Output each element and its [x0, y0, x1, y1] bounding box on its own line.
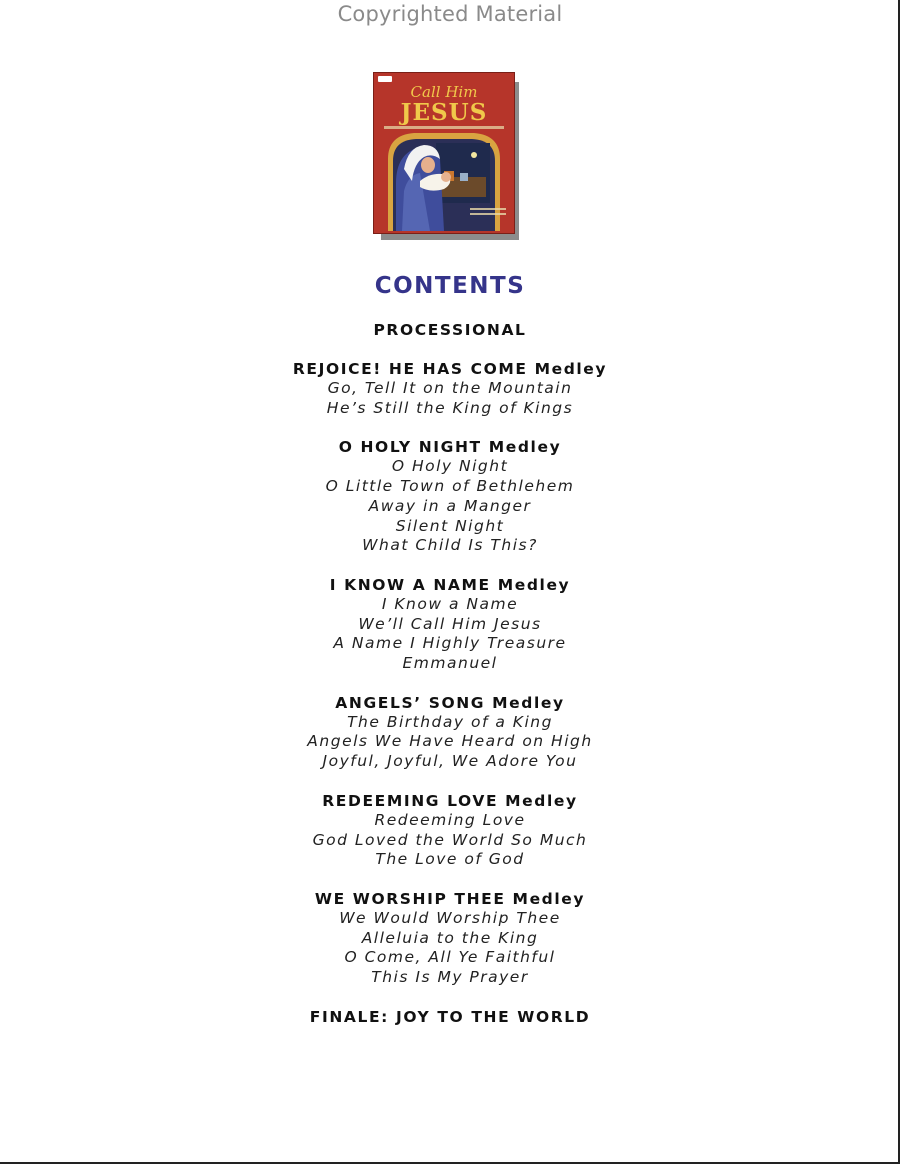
contents-section	[0, 437, 900, 556]
contents-section	[0, 1007, 900, 1027]
contents-list	[0, 270, 900, 1027]
song-title: Redeeming Love	[374, 810, 526, 829]
song-title: Emmanuel	[402, 654, 498, 673]
song-title: A Name I Highly Treasure	[333, 634, 567, 653]
contents-section	[0, 791, 900, 870]
song-title: The Love of God	[375, 850, 525, 869]
contents-section	[0, 693, 900, 772]
song-title: O Come, All Ye Faithful	[344, 948, 556, 967]
song-title: O Little Town of Bethlehem	[325, 477, 575, 496]
section-title: PROCESSIONAL	[373, 321, 527, 339]
cover-credit-text	[470, 208, 506, 210]
song-title: He’s Still the King of Kings	[326, 398, 574, 417]
section-title: WE WORSHIP THEE Medley	[314, 889, 586, 908]
song-title: Away in a Manger	[368, 496, 532, 515]
cover-title-line2: JESUS	[400, 99, 488, 126]
song-title: We’ll Call Him Jesus	[358, 614, 542, 633]
song-title: We Would Worship Thee	[339, 908, 561, 927]
contents-heading: CONTENTS	[374, 273, 526, 299]
song-title: Go, Tell It on the Mountain	[327, 379, 573, 397]
book-cover	[373, 72, 515, 234]
section-title: REDEEMING LOVE Medley	[322, 791, 578, 810]
song-title: What Child Is This?	[362, 536, 538, 555]
contents-section	[0, 575, 900, 674]
song-title: This Is My Prayer	[371, 968, 529, 987]
cover-subtitle-text	[384, 126, 504, 129]
contents-section	[0, 889, 900, 988]
song-title: Angels We Have Heard on High	[307, 732, 593, 751]
copyright-watermark: Copyrighted Material	[337, 2, 563, 26]
section-title: FINALE: JOY TO THE WORLD	[309, 1007, 591, 1026]
section-title: O HOLY NIGHT Medley	[338, 438, 562, 457]
contents-section	[0, 320, 900, 340]
cover-title	[374, 85, 514, 124]
song-title: God Loved the World So Much	[312, 830, 588, 849]
contents-section	[0, 359, 900, 418]
song-title: Silent Night	[395, 516, 505, 535]
song-title: Alleluia to the King	[361, 928, 539, 947]
book-cover-image	[373, 72, 521, 242]
cover-title-line1: Call Him	[410, 83, 478, 101]
song-title: Joyful, Joyful, We Adore You	[322, 752, 578, 771]
song-title: I Know a Name	[381, 594, 519, 613]
section-title: I KNOW A NAME Medley	[329, 575, 571, 594]
song-title: The Birthday of a King	[347, 712, 553, 731]
section-title: ANGELS’ SONG Medley	[335, 693, 565, 712]
song-title: O Holy Night	[391, 457, 509, 476]
section-title: REJOICE! HE HAS COME Medley	[292, 360, 608, 378]
